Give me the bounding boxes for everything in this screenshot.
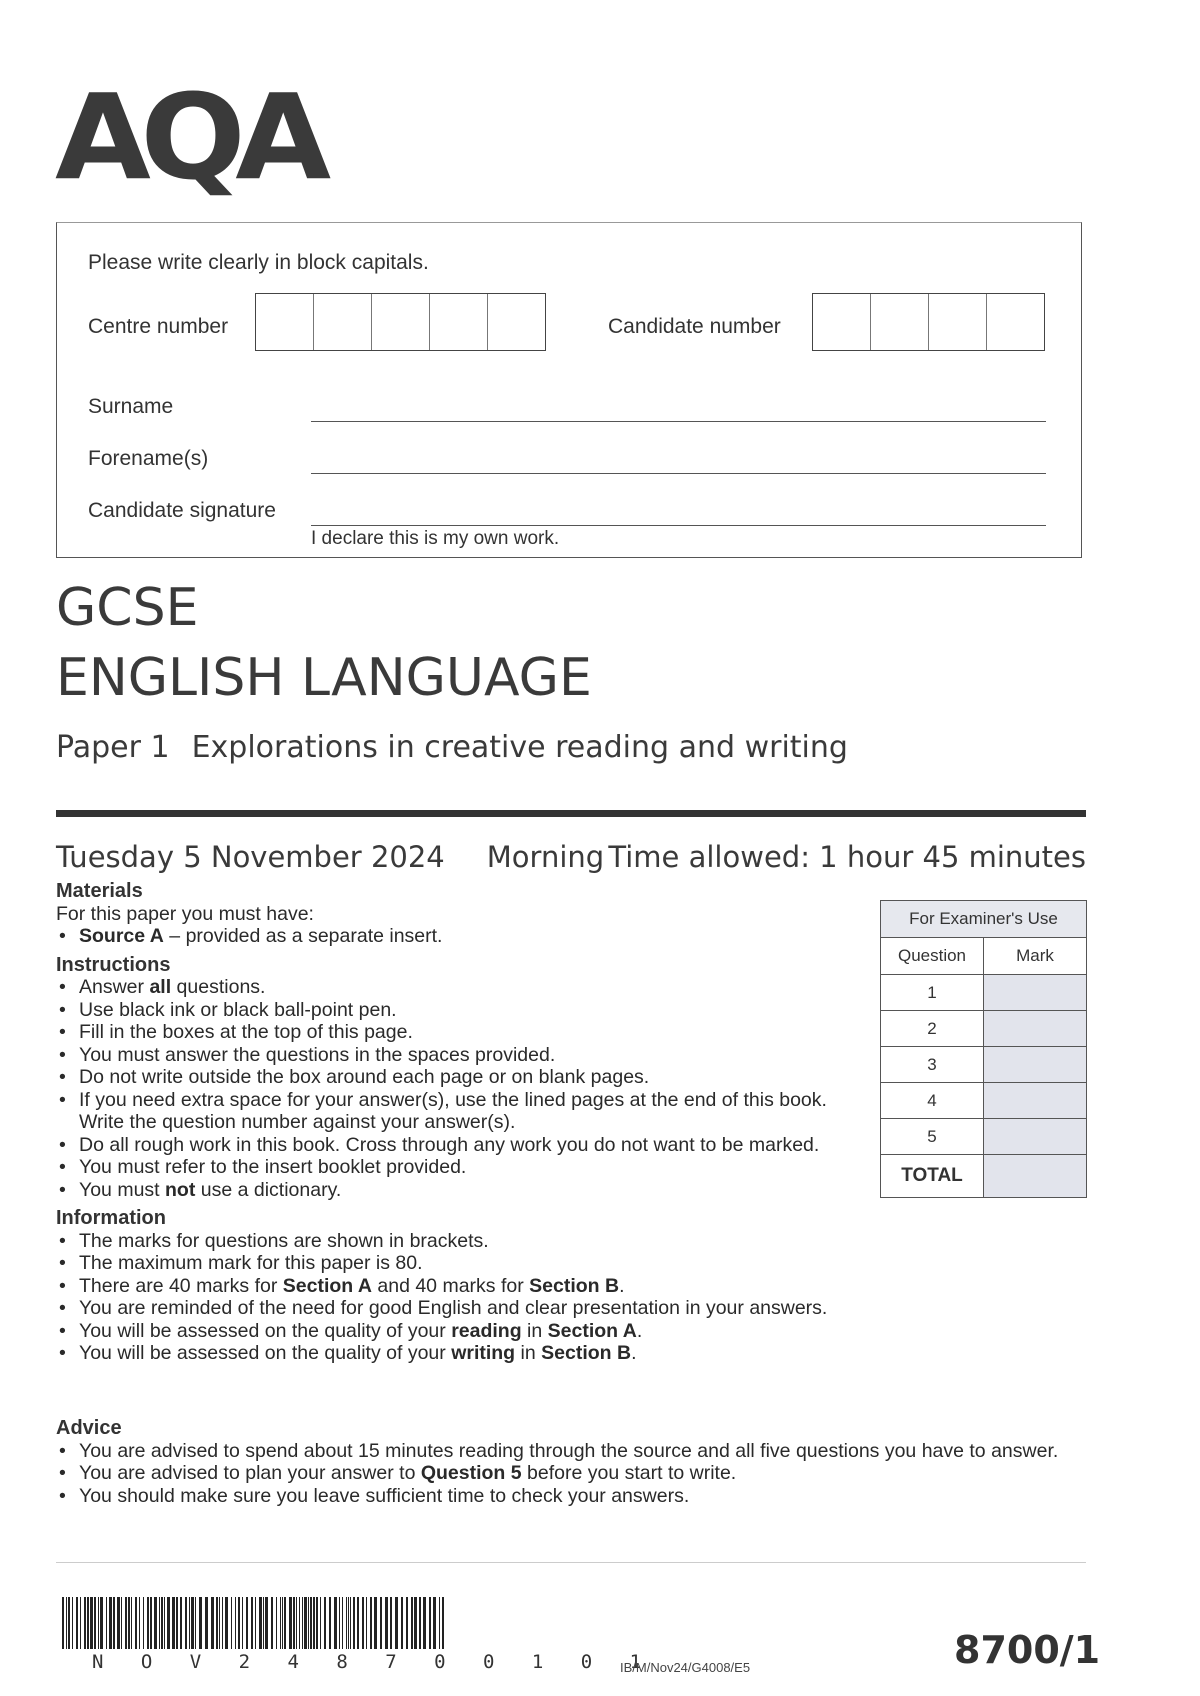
barcode-bar (380, 1597, 382, 1649)
barcode-bar (246, 1597, 248, 1649)
barcode-bar (362, 1597, 364, 1649)
signature-label: Candidate signature (88, 499, 276, 522)
barcode-bar (439, 1597, 440, 1649)
barcode-bar (143, 1597, 144, 1649)
barcode-bar (299, 1597, 300, 1649)
barcode-bar (308, 1597, 309, 1649)
barcode-bar (346, 1597, 347, 1649)
barcode-bar (280, 1597, 281, 1649)
barcode-bar (68, 1597, 70, 1649)
barcode-bar (172, 1597, 175, 1649)
list-item: • The marks for questions are shown in brackets. (56, 1230, 1056, 1253)
mark-cell[interactable] (984, 1047, 1087, 1083)
barcode-bar (100, 1597, 103, 1649)
list-item: • Do all rough work in this book. Cross through any work you do not want to be marked. (56, 1134, 876, 1157)
barcode-bar (235, 1597, 236, 1649)
barcode-bar (348, 1597, 349, 1649)
centre-digit-box[interactable] (256, 294, 314, 350)
barcode-bar (161, 1597, 163, 1649)
barcode-bar (282, 1597, 283, 1649)
barcode-bar (176, 1597, 178, 1649)
list-item: • Do not write outside the box around each page or on blank pages. (56, 1066, 876, 1089)
barcode-bar (211, 1597, 214, 1649)
barcode-bar (353, 1597, 355, 1649)
list-item: • Fill in the boxes at the top of this page. (56, 1021, 876, 1044)
examiner-use-table (880, 900, 1087, 1198)
barcode-bar (231, 1597, 232, 1649)
barcode-number: N O V 2 4 8 7 0 0 1 0 1 (92, 1651, 655, 1673)
barcode-bar (339, 1597, 340, 1649)
barcode-bar (66, 1597, 67, 1649)
list-item: • You must not use a dictionary. (56, 1179, 876, 1202)
paper-number: Paper 1 (56, 730, 170, 765)
barcode-bar (419, 1597, 421, 1649)
barcode-bar (401, 1597, 403, 1649)
barcode-bar (216, 1597, 218, 1649)
exam-date: Tuesday 5 November 2024 (56, 840, 445, 874)
barcode-bar (62, 1597, 64, 1649)
barcode-bar (147, 1597, 149, 1649)
question-column-header: Question (881, 938, 984, 975)
advice-section (56, 1417, 1076, 1507)
qualification-title: GCSE (56, 578, 199, 638)
barcode-bar (76, 1597, 78, 1649)
surname-field[interactable] (311, 421, 1046, 422)
list-item: • The maximum mark for this paper is 80. (56, 1252, 1056, 1275)
barcode-bar (406, 1597, 408, 1649)
barcode-bar (199, 1597, 202, 1649)
barcode-bar (385, 1597, 388, 1649)
barcode-bar (334, 1597, 337, 1649)
candidate-digit-box[interactable] (871, 294, 929, 350)
barcode-bar (84, 1597, 86, 1649)
barcode-bar (72, 1597, 73, 1649)
list-item: • You are advised to plan your answer to Question 5 before you start to write. (56, 1462, 1076, 1485)
barcode-bar (117, 1597, 120, 1649)
barcode-bar (304, 1597, 307, 1649)
barcode-bar (324, 1597, 326, 1649)
exam-date-line (56, 840, 1086, 874)
list-item: • There are 40 marks for Section A and 40 marks for Section B. (56, 1275, 1056, 1298)
mark-cell[interactable] (984, 975, 1087, 1011)
barcode-bar (219, 1597, 220, 1649)
barcode-bar (342, 1597, 343, 1649)
list-item: • You should make sure you leave sufficient time to check your answers. (56, 1485, 1076, 1508)
declaration-text: I declare this is my own work. (311, 528, 560, 549)
centre-digit-box[interactable] (430, 294, 488, 350)
paper-title (56, 730, 848, 765)
information-list (56, 1230, 1056, 1365)
question-number: 2 (881, 1011, 984, 1047)
barcode-bar (433, 1597, 436, 1649)
barcode-bar (350, 1597, 351, 1649)
barcode (62, 1597, 448, 1649)
barcode-bar (289, 1597, 292, 1649)
aqa-logo: AQA (55, 68, 321, 206)
total-mark-cell[interactable] (984, 1155, 1087, 1198)
barcode-bar (366, 1597, 367, 1649)
list-item: • Source A – provided as a separate insert. (56, 925, 876, 948)
barcode-bar (320, 1597, 321, 1649)
question-number: 5 (881, 1119, 984, 1155)
barcode-bar (423, 1597, 426, 1649)
barcode-bar (374, 1597, 377, 1649)
advice-heading: Advice (56, 1417, 122, 1439)
candidate-number-boxes[interactable] (812, 293, 1045, 351)
barcode-bar (87, 1597, 89, 1649)
question-number: 4 (881, 1083, 984, 1119)
list-item: • You must answer the questions in the spaces provided. (56, 1044, 876, 1067)
barcode-bar (296, 1597, 297, 1649)
barcode-bar (185, 1597, 187, 1649)
mark-cell[interactable] (984, 1119, 1087, 1155)
barcode-bar (329, 1597, 331, 1649)
paper-name: Explorations in creative reading and writing (191, 730, 848, 765)
barcode-bar (167, 1597, 170, 1649)
barcode-bar (442, 1597, 444, 1649)
materials-intro: For this paper you must have: (56, 902, 314, 925)
barcode-bar (293, 1597, 295, 1649)
list-item: • You must refer to the insert booklet provided. (56, 1156, 876, 1179)
barcode-bar (98, 1597, 99, 1649)
materials-list (56, 925, 876, 948)
centre-digit-box[interactable] (314, 294, 372, 350)
question-number: 3 (881, 1047, 984, 1083)
barcode-bar (255, 1597, 256, 1649)
list-item: • If you need extra space for your answer(s), use the lined pages at the end of this book. Write the question number against your answer(s). (56, 1089, 876, 1134)
candidate-details-box (56, 222, 1082, 558)
barcode-bar (139, 1597, 140, 1649)
subject-title: ENGLISH LANGUAGE (56, 648, 592, 708)
barcode-bar (225, 1597, 228, 1649)
candidate-digit-box[interactable] (987, 294, 1044, 350)
barcode-bar (180, 1597, 182, 1649)
centre-number-label: Centre number (88, 315, 229, 338)
rubric-body (56, 880, 876, 1371)
barcode-bar (259, 1597, 262, 1649)
barcode-bar (395, 1597, 398, 1649)
barcode-bar (284, 1597, 286, 1649)
mark-column-header: Mark (984, 938, 1087, 975)
signature-field[interactable] (311, 525, 1046, 526)
barcode-bar (109, 1597, 112, 1649)
mark-cell[interactable] (984, 1011, 1087, 1047)
barcode-bar (271, 1597, 273, 1649)
barcode-bar (125, 1597, 127, 1649)
exam-session: Morning (486, 840, 605, 874)
time-allowed: Time allowed: 1 hour 45 minutes (608, 840, 1086, 874)
total-label: TOTAL (881, 1155, 984, 1198)
barcode-bar (370, 1597, 372, 1649)
barcode-bar (238, 1597, 240, 1649)
centre-number-boxes[interactable] (255, 293, 546, 351)
barcode-bar (265, 1597, 268, 1649)
candidate-digit-box[interactable] (813, 294, 871, 350)
barcode-bar (414, 1597, 417, 1649)
centre-digit-box[interactable] (372, 294, 430, 350)
barcode-bar (316, 1597, 318, 1649)
barcode-bar (90, 1597, 93, 1649)
barcode-bar (263, 1597, 264, 1649)
list-item: • Use black ink or black ball-point pen. (56, 999, 876, 1022)
barcode-bar (128, 1597, 130, 1649)
barcode-bar (242, 1597, 243, 1649)
list-item: • You will be assessed on the quality of your reading in Section A. (56, 1320, 1056, 1343)
paper-code: 8700/1 (954, 1628, 1101, 1672)
candidate-digit-box[interactable] (929, 294, 987, 350)
forename-label: Forename(s) (88, 447, 209, 470)
barcode-bar (411, 1597, 413, 1649)
barcode-bar (390, 1597, 392, 1649)
surname-label: Surname (88, 395, 174, 418)
barcode-bar (94, 1597, 96, 1649)
barcode-bar (135, 1597, 137, 1649)
materials-heading: Materials (56, 880, 143, 902)
title-divider (56, 810, 1086, 817)
list-item: • You are reminded of the need for good English and clear presentation in your answers. (56, 1297, 1056, 1320)
instructions-list (56, 976, 876, 1201)
barcode-bar (164, 1597, 165, 1649)
barcode-bar (121, 1597, 122, 1649)
mark-cell[interactable] (984, 1083, 1087, 1119)
list-item: • Answer all questions. (56, 976, 876, 999)
barcode-bar (189, 1597, 190, 1649)
block-capitals-instruction: Please write clearly in block capitals. (88, 251, 429, 274)
barcode-bar (195, 1597, 196, 1649)
barcode-bar (191, 1597, 194, 1649)
question-number: 1 (881, 975, 984, 1011)
barcode-bar (276, 1597, 277, 1649)
instructions-heading: Instructions (56, 953, 171, 976)
footer-divider (56, 1562, 1086, 1563)
barcode-bar (429, 1597, 431, 1649)
barcode-bar (80, 1597, 81, 1649)
barcode-bar (222, 1597, 223, 1649)
barcode-bar (154, 1597, 157, 1649)
forename-field[interactable] (311, 473, 1046, 474)
centre-digit-box[interactable] (488, 294, 545, 350)
barcode-bar (113, 1597, 115, 1649)
advice-list (56, 1440, 1076, 1508)
barcode-bar (302, 1597, 303, 1649)
barcode-bar (150, 1597, 152, 1649)
barcode-bar (251, 1597, 253, 1649)
document-reference: IB/M/Nov24/G4008/E5 (620, 1660, 751, 1675)
candidate-number-label: Candidate number (608, 315, 781, 338)
barcode-bar (106, 1597, 107, 1649)
barcode-bar (159, 1597, 160, 1649)
list-item: • You are advised to spend about 15 minutes reading through the source and all five questions you have to answer. (56, 1440, 1076, 1463)
examiner-use-heading: For Examiner's Use (881, 901, 1087, 938)
information-heading: Information (56, 1207, 166, 1229)
list-item: • You will be assessed on the quality of your writing in Section B. (56, 1342, 1056, 1365)
barcode-bar (310, 1597, 312, 1649)
barcode-bar (313, 1597, 315, 1649)
barcode-bar (357, 1597, 359, 1649)
barcode-bar (131, 1597, 132, 1649)
barcode-bar (205, 1597, 208, 1649)
